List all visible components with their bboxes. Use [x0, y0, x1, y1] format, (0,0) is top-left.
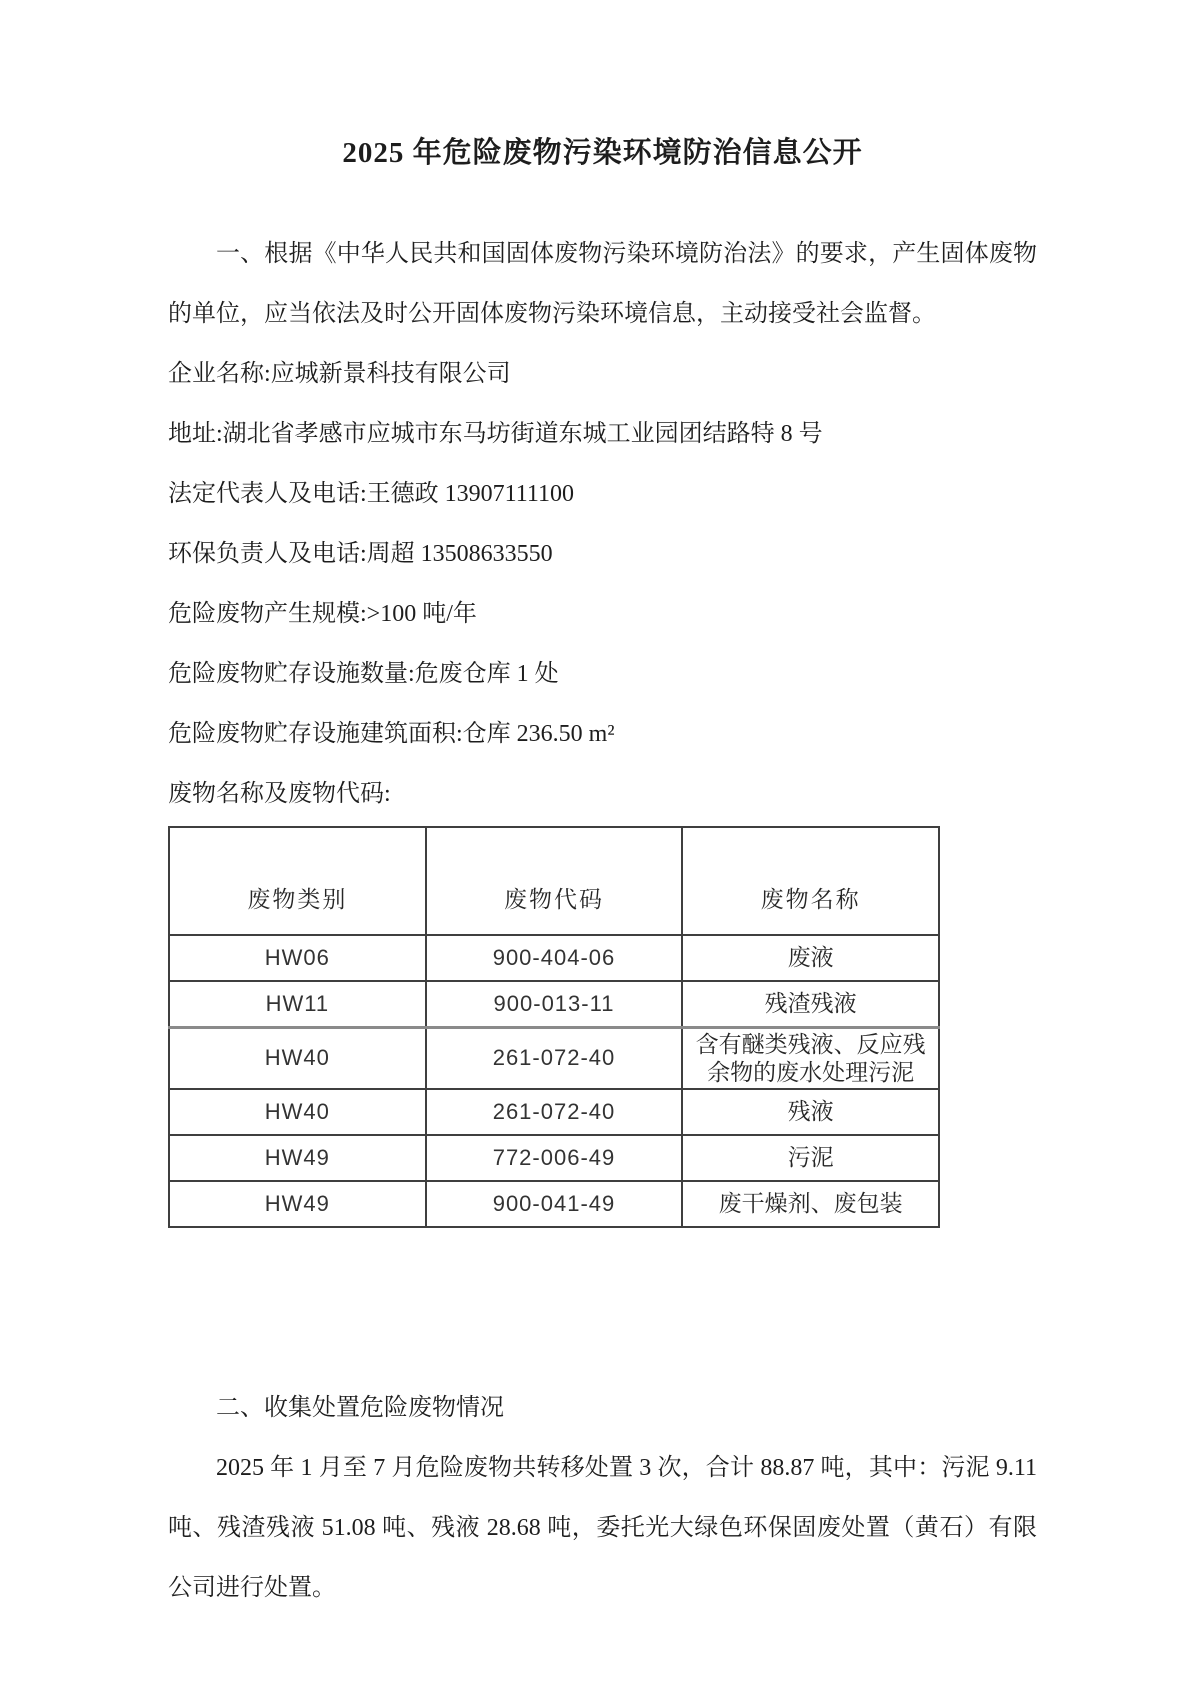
cell-name: 废干燥剂、废包装	[682, 1181, 939, 1227]
cell-category: HW06	[169, 935, 426, 981]
table-row	[169, 1135, 939, 1181]
cell-name: 废液	[682, 935, 939, 981]
waste-code-table	[168, 826, 940, 1228]
table-header-row	[169, 827, 939, 935]
cell-category: HW49	[169, 1181, 426, 1227]
info-line-env-officer: 环保负责人及电话:周超 13508633550	[168, 541, 553, 567]
table-row	[169, 981, 939, 1028]
info-line-production-scale: 危险废物产生规模:>100 吨/年	[168, 601, 477, 627]
info-line-table-caption: 废物名称及废物代码:	[168, 781, 391, 807]
table-row	[169, 1181, 939, 1227]
cell-name: 污泥	[682, 1135, 939, 1181]
cell-category: HW40	[169, 1089, 426, 1135]
cell-name: 含有醚类残液、反应残余物的废水处理污泥	[682, 1028, 939, 1090]
header-waste-name: 废物名称	[682, 827, 939, 935]
cell-category: HW49	[169, 1135, 426, 1181]
cell-code: 900-041-49	[426, 1181, 683, 1227]
waste-table-header	[169, 827, 939, 935]
cell-code: 772-006-49	[426, 1135, 683, 1181]
section2-heading: 二、收集处置危险废物情况	[216, 1395, 504, 1422]
info-line-company-name: 企业名称:应城新景科技有限公司	[168, 361, 511, 387]
info-line-address: 地址:湖北省孝感市应城市东马坊街道东城工业园团结路特 8 号	[168, 421, 823, 447]
cell-name: 残液	[682, 1089, 939, 1135]
cell-category: HW40	[169, 1028, 426, 1090]
cell-code: 261-072-40	[426, 1028, 683, 1090]
info-line-storage-count: 危险废物贮存设施数量:危废仓库 1 处	[168, 661, 559, 687]
table-row	[169, 1089, 939, 1135]
cell-name: 残渣残液	[682, 981, 939, 1028]
info-line-storage-area: 危险废物贮存设施建筑面积:仓库 236.50 m²	[168, 721, 615, 747]
cell-code: 900-404-06	[426, 935, 683, 981]
header-waste-category: 废物类别	[169, 827, 426, 935]
info-line-legal-representative: 法定代表人及电话:王德政 13907111100	[168, 481, 574, 507]
cell-code: 900-013-11	[426, 981, 683, 1028]
cell-category: HW11	[169, 981, 426, 1028]
table-row	[169, 1028, 939, 1090]
table-row	[169, 935, 939, 981]
intro-paragraph: 一、根据《中华人民共和国固体废物污染环境防治法》的要求，产生固体废物的单位，应当依法及时公开固体废物污染环境信息，主动接受社会监督。	[168, 241, 1037, 327]
waste-table-body	[169, 935, 939, 1227]
cell-code: 261-072-40	[426, 1089, 683, 1135]
header-waste-code: 废物代码	[426, 827, 683, 935]
section2-body: 2025 年 1 月至 7 月危险废物共转移处置 3 次，合计 88.87 吨，其中：污泥 9.11 吨、残渣残液 51.08 吨、残液 28.68 吨，委托光大绿色环保固废处置（黄石）有限公司进行处置。	[168, 1455, 1037, 1602]
document-title: 2025 年危险废物污染环境防治信息公开	[342, 137, 863, 169]
